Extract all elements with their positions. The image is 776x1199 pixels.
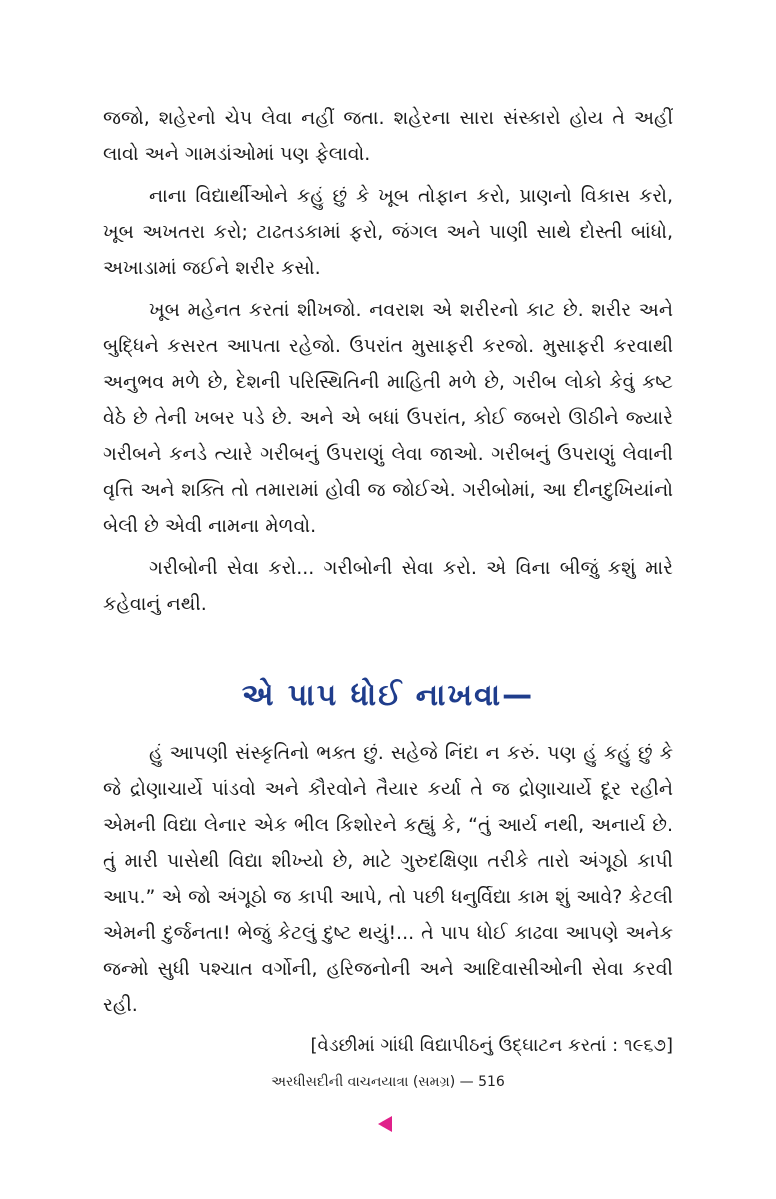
section-heading: એ પાપ ધોઈ નાખવા— (241, 678, 535, 713)
paragraph: નાના વિદ્યાર્થીઓને કહું છું કે ખૂબ તોફાન કરો, પ્રાણનો વિકાસ કરો, ખૂબ અખતરા કરો; ટાઢતડકામાં ફરો, જંગલ અને પાણી સાથે દોસ્તી બાંધો, અખાડામાં જઈને શરીર કસો. (103, 185, 673, 279)
triangle-left-icon[interactable] (378, 1116, 392, 1132)
page-footer: અરધીસદીની વાચનયાત્રા (સમગ્ર) — 516 (271, 1074, 505, 1090)
source-citation: [વેડછીમાં ગાંધી વિદ્યાપીઠનું ઉદ્ઘાટન કરતાં : ૧૯૬૭] (310, 1035, 673, 1056)
page-content (103, 100, 673, 1063)
paragraph: ખૂબ મહેનત કરતાં શીખજો. નવરાશ એ શરીરનો કાટ છે. શરીર અને બુદ્ધિને કસરત આપતા રહેજો. ઉપરાંત મુસાફરી કરજો. મુસાફરી કરવાથી અનુભવ મળે છે, દેશની પરિસ્થિતિની માહિતી મળે છે, ગરીબ લોકો કેવું કષ્ટ વેઠે છે તેની ખબર પડે છે. અને એ બધાં ઉપરાંત, કોઈ જબરો ઊઠીને જ્યારે ગરીબને કનડે ત્યારે ગરીબનું ઉપરાણું લેવા જાઓ. ગરીબનું ઉપરાણું લેવાની વૃત્તિ અને શક્તિ તો તમારામાં હોવી જ જોઈએ. ગરીબોમાં, આ દીનદુખિયાંનો બેલી છે એવી નામના મેળવો. (103, 299, 673, 537)
section-paragraph: હું આપણી સંસ્કૃતિનો ભક્ત છું. સહેજે નિંદા ન કરું. પણ હું કહું છું કે જે દ્રોણાચાર્યે પાંડવો અને કૌરવોને તૈયાર કર્યા તે જ દ્રોણાચાર્યે દૂર રહીને એમની વિદ્યા લેનાર એક ભીલ કિશોરને કહ્યું કે, “તું આર્ય નથી, અનાર્ય છે. તું મારી પાસેથી વિદ્યા શીખ્યો છે, માટે ગુરુદક્ષિણા તરીકે તારો અંગૂઠો કાપી આપ.” એ જો અંગૂઠો જ કાપી આપે, તો પછી ધનુર્વિદ્યા કામ શું આવે? કેટલી એમની દુર્જનતા! ભેજું કેટલું દુષ્ટ થયું!... તે પાપ ધોઈ કાઢવા આપણે અનેક જન્મો સુધી પશ્ચાત વર્ગોની, હરિજનોની અને આદિવાસીઓની સેવા કરવી રહી. (103, 742, 673, 1016)
paragraph: જજો, શહેરનો ચેપ લેવા નહીં જતા. શહેરના સારા સંસ્કારો હોય તે અહીં લાવો અને ગામડાંઓમાં પણ ફેલાવો. (103, 107, 673, 165)
paragraph: ગરીબોની સેવા કરો... ગરીબોની સેવા કરો. એ વિના બીજું કશું મારે કહેવાનું નથી. (103, 557, 673, 615)
